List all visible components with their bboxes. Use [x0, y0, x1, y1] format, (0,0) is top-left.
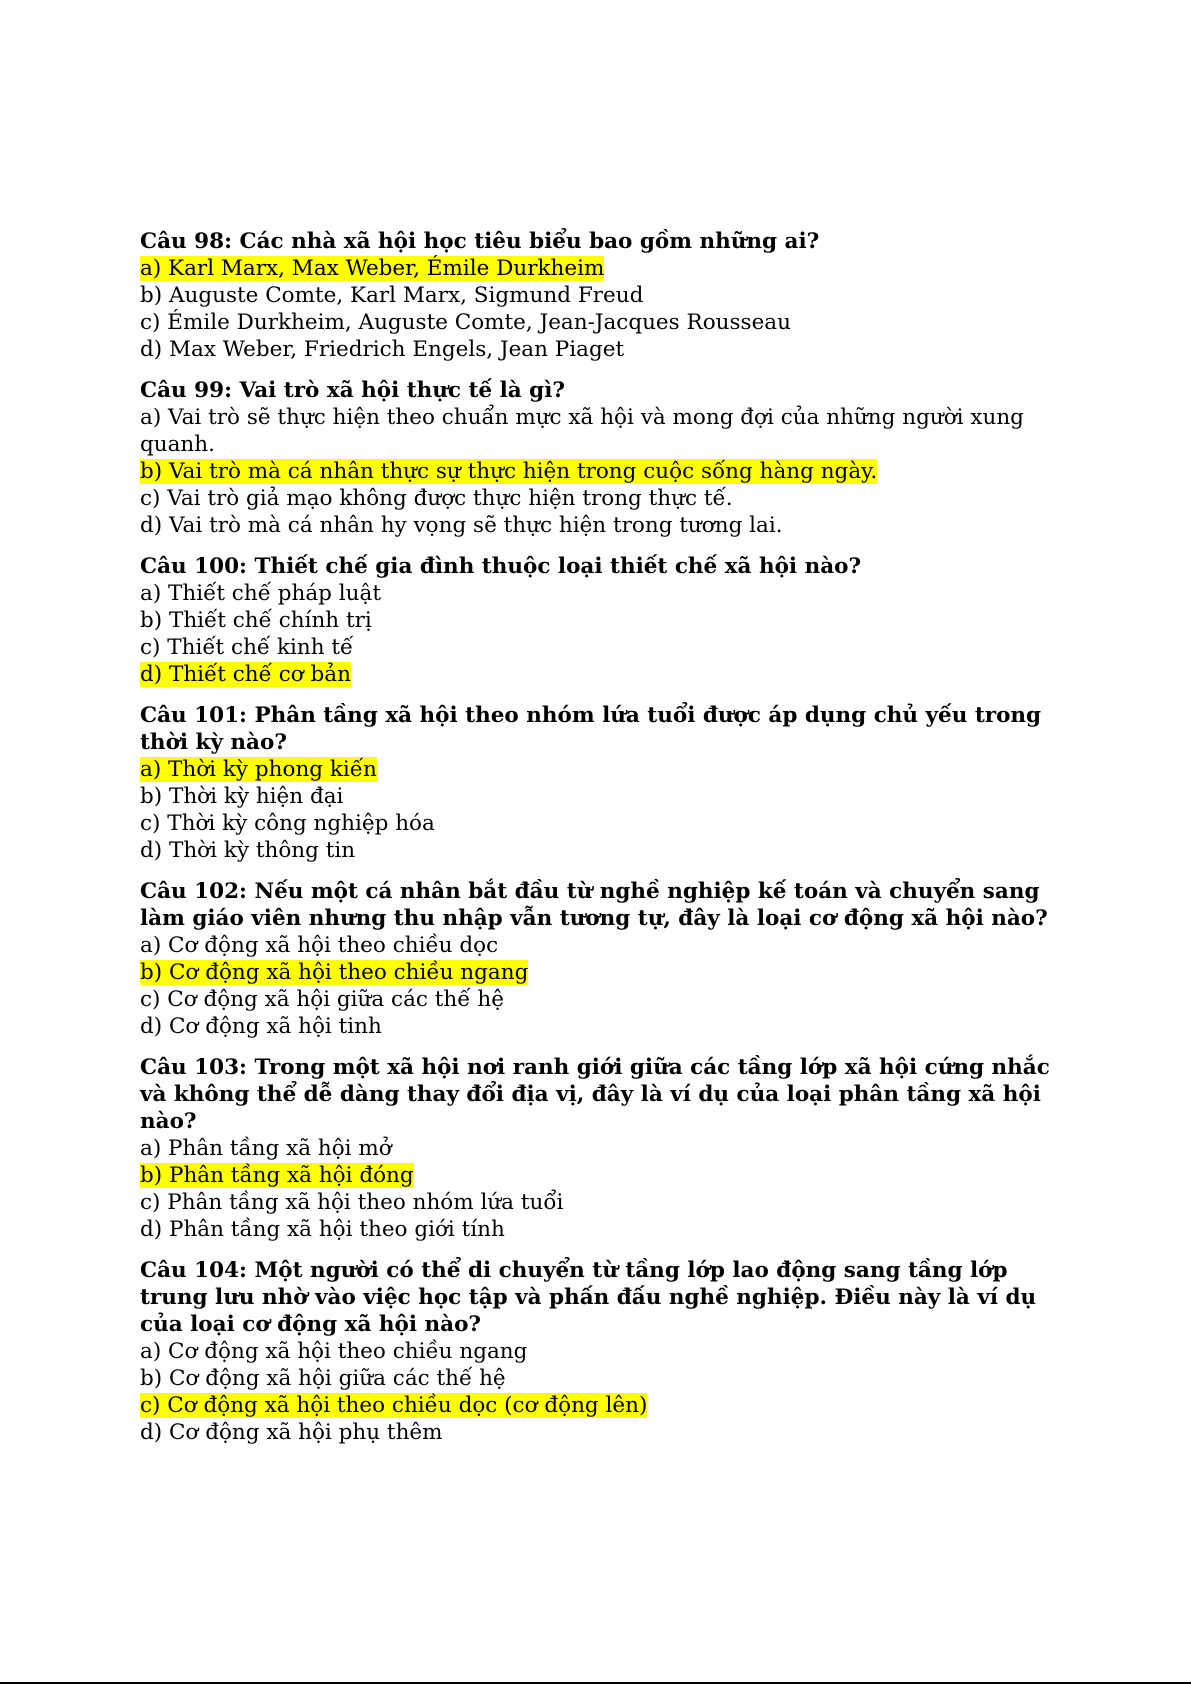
answer-option	[140, 1419, 1070, 1446]
answer-option	[140, 607, 1070, 634]
question-block	[140, 878, 1070, 1040]
answer-text: b) Thiết chế chính trị	[140, 608, 372, 633]
answer-text: d) Cơ động xã hội phụ thêm	[140, 1420, 443, 1445]
highlighted-answer-text: b) Cơ động xã hội theo chiều ngang	[140, 960, 529, 985]
highlighted-answer-text: a) Thời kỳ phong kiến	[140, 757, 377, 782]
answer-option-correct	[140, 756, 1070, 783]
answer-option	[140, 1013, 1070, 1040]
question-title: Câu 98: Các nhà xã hội học tiêu biểu bao gồm những ai?	[140, 229, 820, 254]
answer-text: b) Thời kỳ hiện đại	[140, 784, 344, 809]
question-block	[140, 553, 1070, 688]
answer-option	[140, 282, 1070, 309]
answer-text: d) Thời kỳ thông tin	[140, 838, 356, 863]
answer-option	[140, 336, 1070, 363]
highlighted-answer-text: a) Karl Marx, Max Weber, Émile Durkheim	[140, 256, 605, 281]
answer-text: c) Vai trò giả mạo không được thực hiện trong thực tế.	[140, 486, 733, 511]
highlighted-answer-text: c) Cơ động xã hội theo chiều dọc (cơ động lên)	[140, 1393, 648, 1418]
question-block	[140, 1257, 1070, 1446]
answer-text: a) Phân tầng xã hội mở	[140, 1136, 392, 1161]
answer-text: c) Thời kỳ công nghiệp hóa	[140, 811, 435, 836]
answer-option	[140, 1338, 1070, 1365]
question-title: Câu 100: Thiết chế gia đình thuộc loại thiết chế xã hội nào?	[140, 554, 862, 579]
document-page	[140, 228, 1070, 1460]
answer-option	[140, 1216, 1070, 1243]
question-title: Câu 101: Phân tầng xã hội theo nhóm lứa tuổi được áp dụng chủ yếu trong thời kỳ nào?	[140, 703, 1042, 755]
answer-text: d) Phân tầng xã hội theo giới tính	[140, 1217, 505, 1242]
answer-option	[140, 512, 1070, 539]
answer-text: b) Auguste Comte, Karl Marx, Sigmund Freud	[140, 283, 644, 308]
answer-text: a) Cơ động xã hội theo chiều dọc	[140, 933, 499, 958]
highlighted-answer-text: d) Thiết chế cơ bản	[140, 662, 351, 687]
answer-option	[140, 1135, 1070, 1162]
answer-text: a) Thiết chế pháp luật	[140, 581, 381, 606]
question-title: Câu 102: Nếu một cá nhân bắt đầu từ nghề nghiệp kế toán và chuyển sang làm giáo viên nhưng thu nhập vẫn tương tự, đây là loại cơ động xã hội nào?	[140, 879, 1048, 931]
question-block	[140, 1054, 1070, 1243]
answer-text: d) Vai trò mà cá nhân hy vọng sẽ thực hiện trong tương lai.	[140, 513, 783, 538]
highlighted-answer-text: b) Phân tầng xã hội đóng	[140, 1163, 414, 1188]
answer-option	[140, 837, 1070, 864]
highlighted-answer-text: b) Vai trò mà cá nhân thực sự thực hiện trong cuộc sống hàng ngày.	[140, 459, 878, 484]
answer-option	[140, 932, 1070, 959]
answer-option	[140, 404, 1070, 458]
answer-text: b) Cơ động xã hội giữa các thế hệ	[140, 1366, 506, 1391]
answer-text: c) Cơ động xã hội giữa các thế hệ	[140, 987, 504, 1012]
question-block	[140, 377, 1070, 539]
question-block	[140, 228, 1070, 363]
answer-option	[140, 580, 1070, 607]
answer-option-correct	[140, 1162, 1070, 1189]
answer-text: a) Vai trò sẽ thực hiện theo chuẩn mực xã hội và mong đợi của những người xung quanh.	[140, 405, 1024, 457]
question-title: Câu 99: Vai trò xã hội thực tế là gì?	[140, 378, 565, 403]
answer-text: c) Phân tầng xã hội theo nhóm lứa tuổi	[140, 1190, 564, 1215]
question-block	[140, 702, 1070, 864]
answer-text: a) Cơ động xã hội theo chiều ngang	[140, 1339, 528, 1364]
question-title: Câu 104: Một người có thể di chuyển từ tầng lớp lao động sang tầng lớp trung lưu nhờ vào việc học tập và phấn đấu nghề nghiệp. Điều này là ví dụ của loại cơ động xã hội nào?	[140, 1258, 1037, 1337]
answer-option	[140, 485, 1070, 512]
answer-text: d) Cơ động xã hội tinh	[140, 1014, 382, 1039]
answer-option-correct	[140, 1392, 1070, 1419]
page-bottom-rule	[0, 1682, 1191, 1684]
answer-option	[140, 810, 1070, 837]
answer-option	[140, 309, 1070, 336]
answer-option	[140, 634, 1070, 661]
answer-text: c) Thiết chế kinh tế	[140, 635, 354, 660]
answer-text: c) Émile Durkheim, Auguste Comte, Jean-Jacques Rousseau	[140, 310, 791, 335]
answer-option	[140, 783, 1070, 810]
answer-option-correct	[140, 661, 1070, 688]
answer-option-correct	[140, 255, 1070, 282]
answer-option	[140, 1189, 1070, 1216]
answer-option	[140, 1365, 1070, 1392]
answer-option	[140, 986, 1070, 1013]
answer-option-correct	[140, 959, 1070, 986]
question-title: Câu 103: Trong một xã hội nơi ranh giới giữa các tầng lớp xã hội cứng nhắc và không thể dễ dàng thay đổi địa vị, đây là ví dụ của loại phân tầng xã hội nào?	[140, 1055, 1050, 1134]
answer-text: d) Max Weber, Friedrich Engels, Jean Piaget	[140, 337, 625, 362]
answer-option-correct	[140, 458, 1070, 485]
